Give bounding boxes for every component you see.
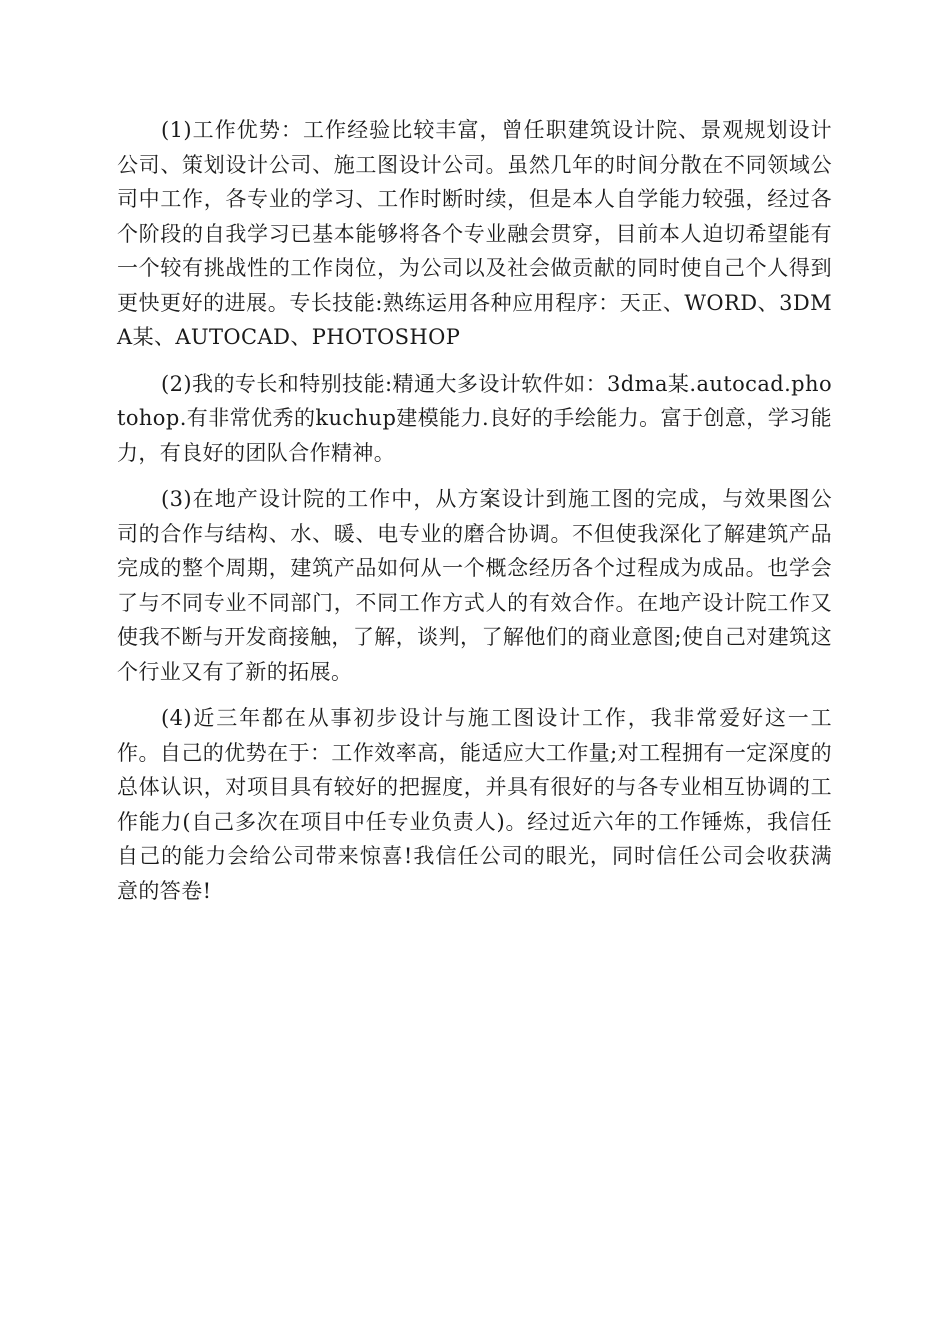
- paragraph-special-skills: (2)我的专长和特别技能:精通大多设计软件如：3dma某.autocad.photohop.有非常优秀的kuchup建模能力.良好的手绘能力。富于创意，学习能力，有良好的团队合作精神。: [117, 371, 832, 465]
- document-body: [117, 113, 832, 920]
- paragraph-work-advantages: (1)工作优势：工作经验比较丰富，曾任职建筑设计院、景观规划设计公司、策划设计公司、施工图设计公司。虽然几年的时间分散在不同领域公司中工作，各专业的学习、工作时断时续，但是本人自学能力较强，经过各个阶段的自我学习已基本能够将各个专业融会贯穿，目前本人迫切希望能有一个较有挑战性的工作岗位，为公司以及社会做贡献的同时使自己个人得到更快更好的进展。专长技能:熟练运用各种应用程序：天正、WORD、3DMA某、AUTOCAD、PHOTOSHOP: [117, 118, 832, 349]
- paragraph-recent-work: (4)近三年都在从事初步设计与施工图设计工作，我非常爱好这一工作。自己的优势在于：工作效率高，能适应大工作量;对工程拥有一定深度的总体认识，对项目具有较好的把握度，并具有很好的与各专业相互协调的工作能力(自己多次在项目中任专业负责人)。经过近六年的工作锤炼，我信任自己的能力会给公司带来惊喜!我信任公司的眼光，同时信任公司会收获满意的答卷!: [117, 706, 832, 903]
- paragraph-real-estate-experience: (3)在地产设计院的工作中，从方案设计到施工图的完成，与效果图公司的合作与结构、水、暖、电专业的磨合协调。不但使我深化了解建筑产品完成的整个周期，建筑产品如何从一个概念经历各个过程成为成品。也学会了与不同专业不同部门，不同工作方式人的有效合作。在地产设计院工作又使我不断与开发商接触，了解，谈判，了解他们的商业意图;使自己对建筑这个行业又有了新的拓展。: [117, 487, 832, 684]
